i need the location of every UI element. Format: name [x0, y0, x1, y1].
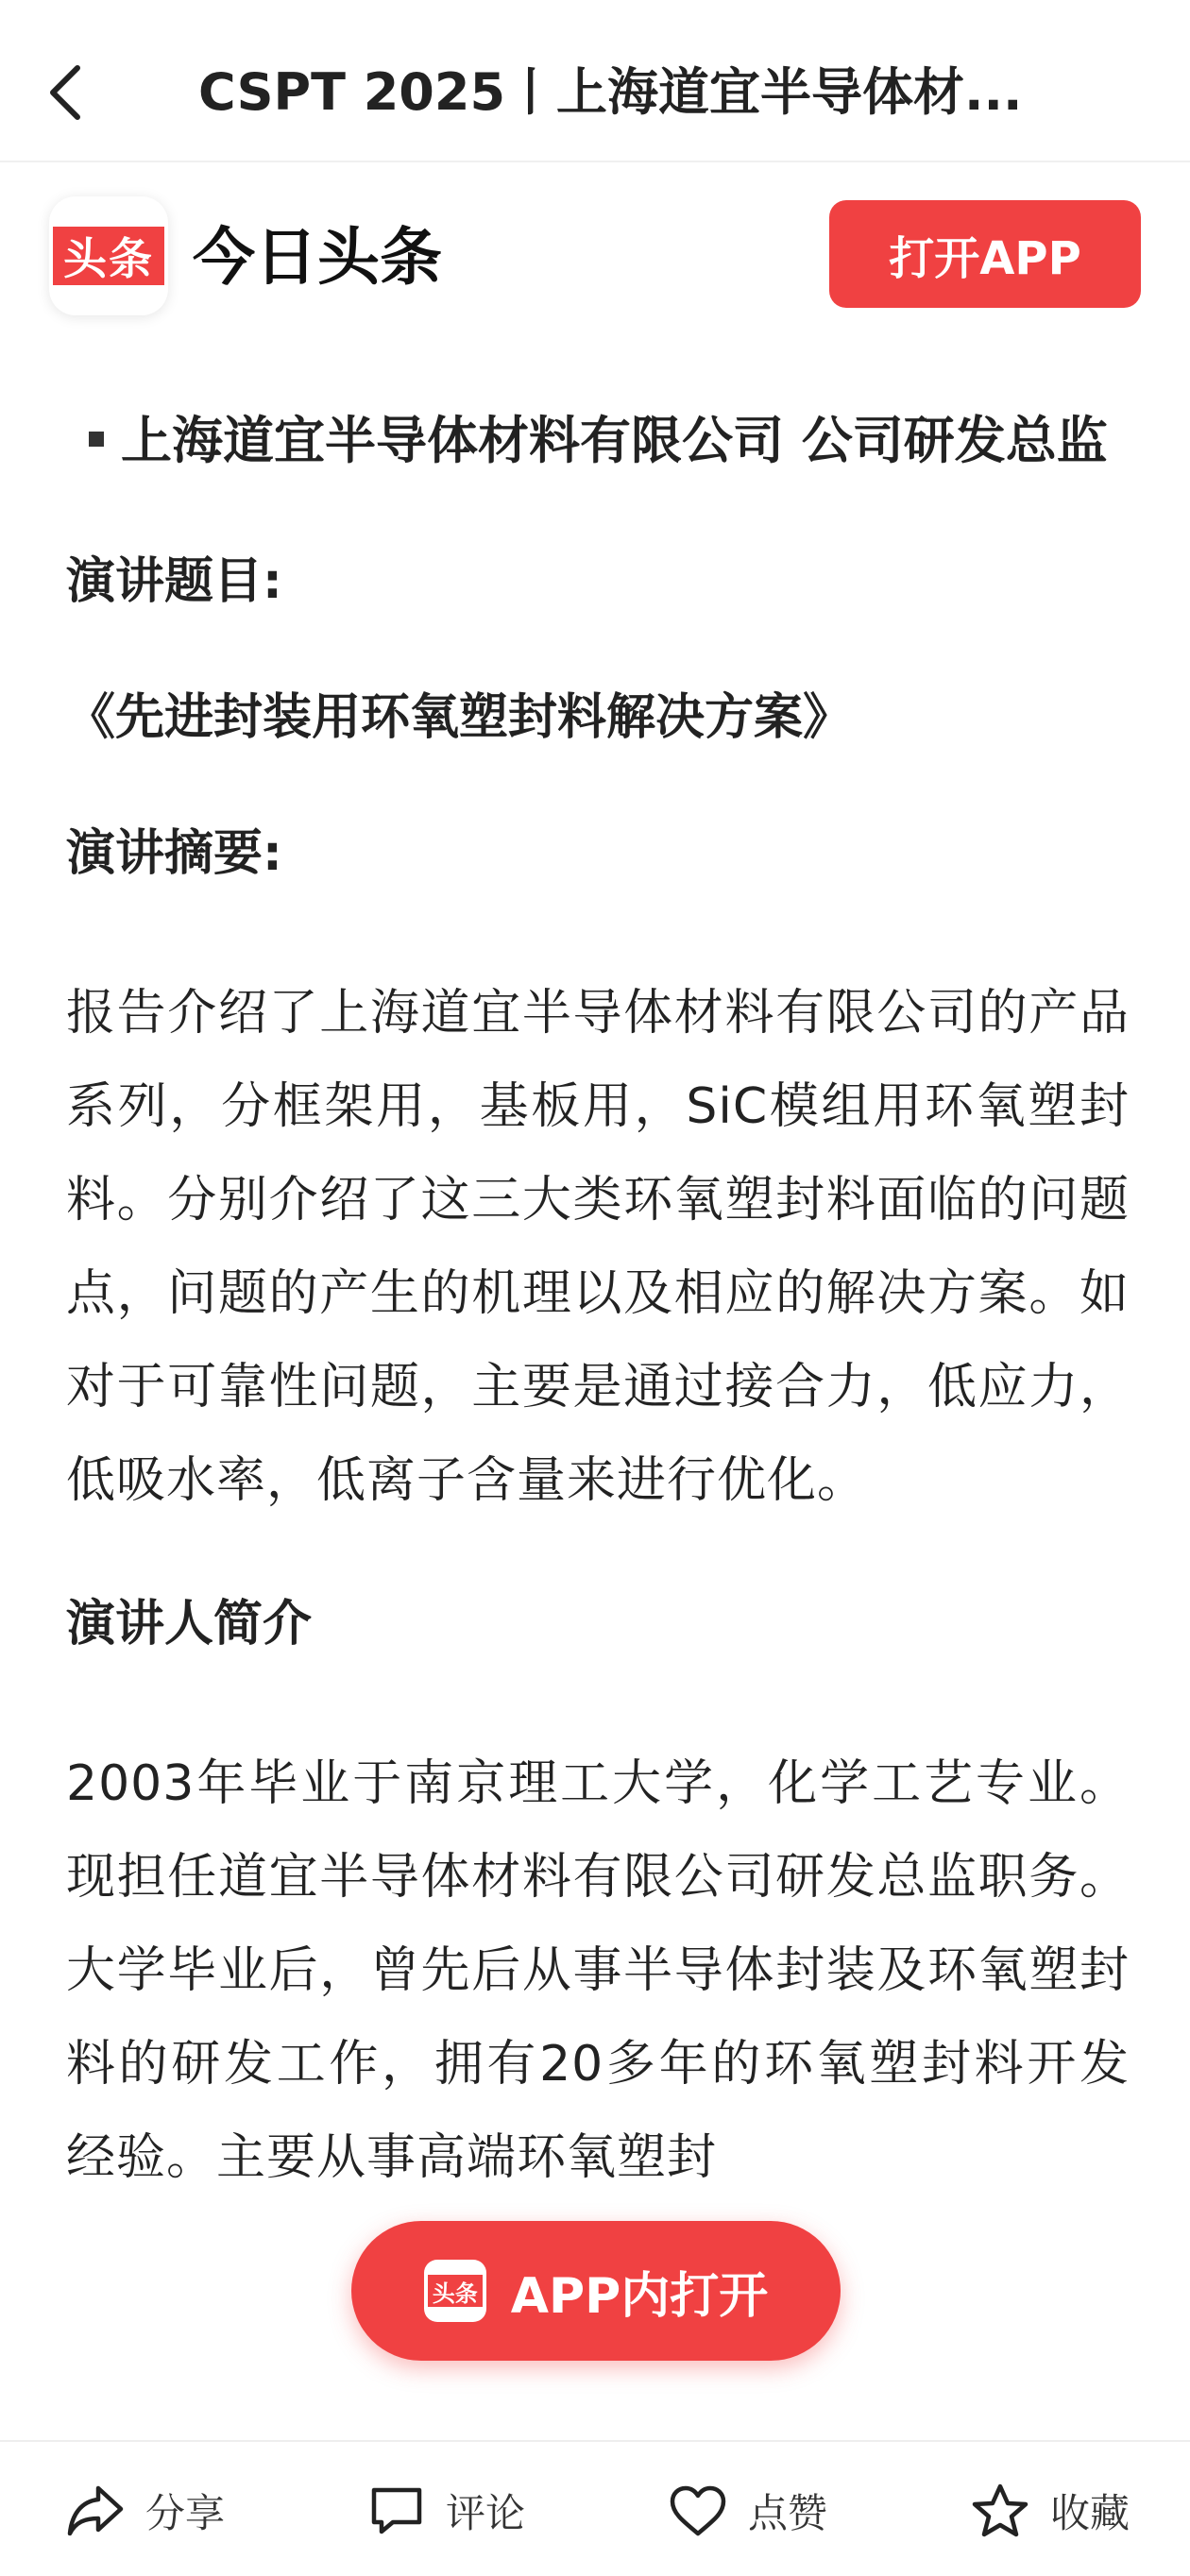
brand-name: 今日头条	[193, 221, 442, 294]
topic-heading: 演讲题目:	[66, 553, 282, 610]
comment-button[interactable]	[368, 2468, 525, 2553]
comment-icon	[368, 2484, 425, 2537]
star-icon	[971, 2483, 1029, 2539]
speaker-company	[66, 397, 1130, 485]
like-label: 点赞	[748, 2490, 828, 2536]
bullet-square-icon	[89, 432, 104, 447]
page-title: CSPT 2025丨上海道宜半导体材...	[198, 62, 1023, 122]
open-in-app-label: APP内打开	[510, 2267, 769, 2325]
heart-icon	[669, 2484, 727, 2537]
toutiao-logo-text: 头条	[53, 227, 164, 285]
share-button[interactable]	[66, 2468, 225, 2553]
toutiao-small-logo	[424, 2260, 486, 2322]
favorite-label: 收藏	[1050, 2490, 1130, 2536]
app-banner	[0, 162, 1190, 347]
bio-text: 2003年毕业于南京理工大学，化学工艺专业。现担任道宜半导体材料有限公司研发总监职务。大学毕业后，曾先后从事半导体封装及环氧塑封料的研发工作，拥有20多年的环氧塑封料开发经验。主要从事高端环氧塑封	[66, 1755, 1130, 2186]
bottom-toolbar	[0, 2440, 1190, 2576]
abstract-heading: 演讲摘要:	[66, 825, 282, 882]
favorite-button[interactable]	[971, 2468, 1130, 2553]
article-body	[66, 397, 1130, 2205]
speaker-company-text: 上海道宜半导体材料有限公司 公司研发总监	[121, 411, 1108, 470]
back-button[interactable]	[26, 45, 102, 140]
back-arrow-icon	[45, 62, 83, 123]
comment-label: 评论	[446, 2490, 526, 2536]
topic-title: 《先进封装用环氧塑封料解决方案》	[66, 689, 853, 746]
toutiao-small-logo-text: 头条	[428, 2275, 483, 2307]
share-label: 分享	[145, 2490, 226, 2536]
abstract-text: 报告介绍了上海道宜半导体材料有限公司的产品系列，分框架用，基板用，SiC模组用环氧塑封料。分别介绍了这三大类环氧塑封料面临的问题点，问题的产生的机理以及相应的解决方案。如对于可靠性问题，主要是通过接合力，低应力，低吸水率，低离子含量来进行优化。	[66, 985, 1130, 1509]
open-app-button[interactable]: 打开APP	[829, 200, 1141, 308]
toutiao-logo	[49, 196, 168, 315]
bio-heading: 演讲人简介	[66, 1596, 313, 1652]
top-nav-bar	[0, 0, 1190, 162]
like-button[interactable]	[669, 2468, 827, 2553]
open-in-app-float-button[interactable]	[351, 2221, 841, 2361]
share-icon	[66, 2483, 125, 2539]
